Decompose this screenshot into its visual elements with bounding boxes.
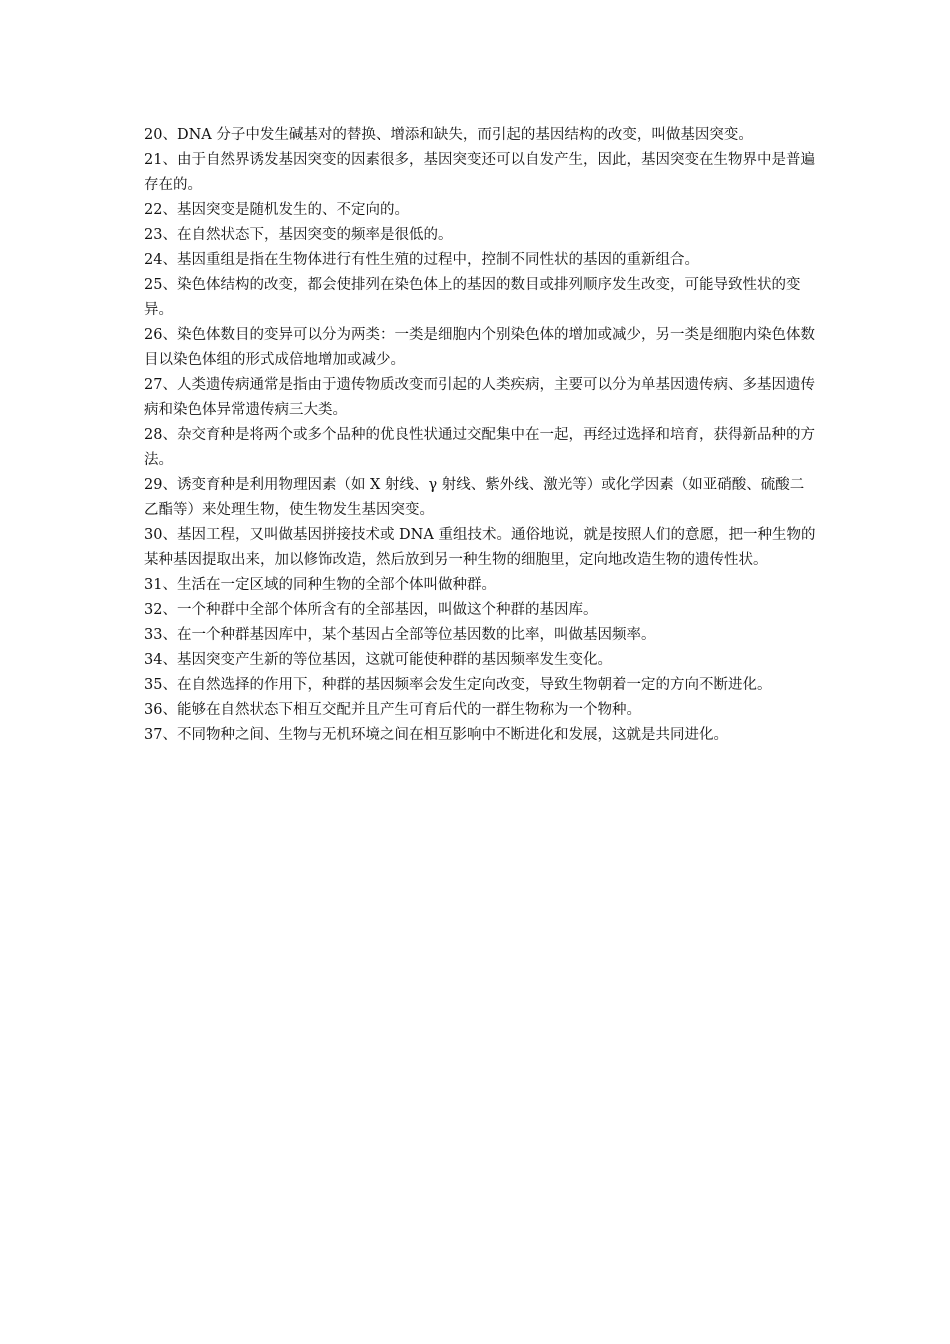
paragraph-23: 23、在自然状态下，基因突变的频率是很低的。 xyxy=(144,227,453,243)
paragraph-35: 35、在自然选择的作用下，种群的基因频率会发生定向改变，导致生物朝着一定的方向不断进化。 xyxy=(144,677,772,693)
paragraph-21: 21、由于自然界诱发基因突变的因素很多，基因突变还可以自发产生，因此，基因突变在生物界中是普遍存在的。 xyxy=(144,152,815,193)
paragraph-37: 37、不同物种之间、生物与无机环境之间在相互影响中不断进化和发展，这就是共同进化。 xyxy=(144,727,728,743)
paragraph-20: 20、DNA 分子中发生碱基对的替换、增添和缺失，而引起的基因结构的改变，叫做基因突变。 xyxy=(144,127,753,143)
paragraph-25: 25、染色体结构的改变，都会使排列在染色体上的基因的数目或排列顺序发生改变，可能导致性状的变异。 xyxy=(144,277,801,318)
paragraph-32: 32、一个种群中全部个体所含有的全部基因，叫做这个种群的基因库。 xyxy=(144,602,598,618)
paragraph-29: 29、诱变育种是利用物理因素（如 X 射线、γ 射线、紫外线、激光等）或化学因素（如亚硝酸、硫酸二乙酯等）来处理生物，使生物发生基因突变。 xyxy=(144,477,805,518)
paragraph-28: 28、杂交育种是将两个或多个品种的优良性状通过交配集中在一起，再经过选择和培育，获得新品种的方法。 xyxy=(144,427,815,468)
paragraph-22: 22、基因突变是随机发生的、不定向的。 xyxy=(144,202,409,218)
paragraph-30: 30、基因工程，又叫做基因拼接技术或 DNA 重组技术。通俗地说，就是按照人们的意愿，把一种生物的某种基因提取出来，加以修饰改造，然后放到另一种生物的细胞里，定向地改造生物的遗传性状。 xyxy=(144,527,816,568)
paragraph-27: 27、人类遗传病通常是指由于遗传物质改变而引起的人类疾病，主要可以分为单基因遗传病、多基因遗传病和染色体异常遗传病三大类。 xyxy=(144,377,815,418)
paragraph-34: 34、基因突变产生新的等位基因，这就可能使种群的基因频率发生变化。 xyxy=(144,652,612,668)
paragraph-26: 26、染色体数目的变异可以分为两类：一类是细胞内个别染色体的增加或减少，另一类是细胞内染色体数目以染色体组的形式成倍地增加或减少。 xyxy=(144,327,815,368)
paragraph-36: 36、能够在自然状态下相互交配并且产生可育后代的一群生物称为一个物种。 xyxy=(144,702,641,718)
paragraph-33: 33、在一个种群基因库中，某个基因占全部等位基因数的比率，叫做基因频率。 xyxy=(144,627,656,643)
paragraph-24: 24、基因重组是指在生物体进行有性生殖的过程中，控制不同性状的基因的重新组合。 xyxy=(144,252,699,268)
document-body xyxy=(144,123,816,748)
paragraph-31: 31、生活在一定区域的同种生物的全部个体叫做种群。 xyxy=(144,577,496,593)
